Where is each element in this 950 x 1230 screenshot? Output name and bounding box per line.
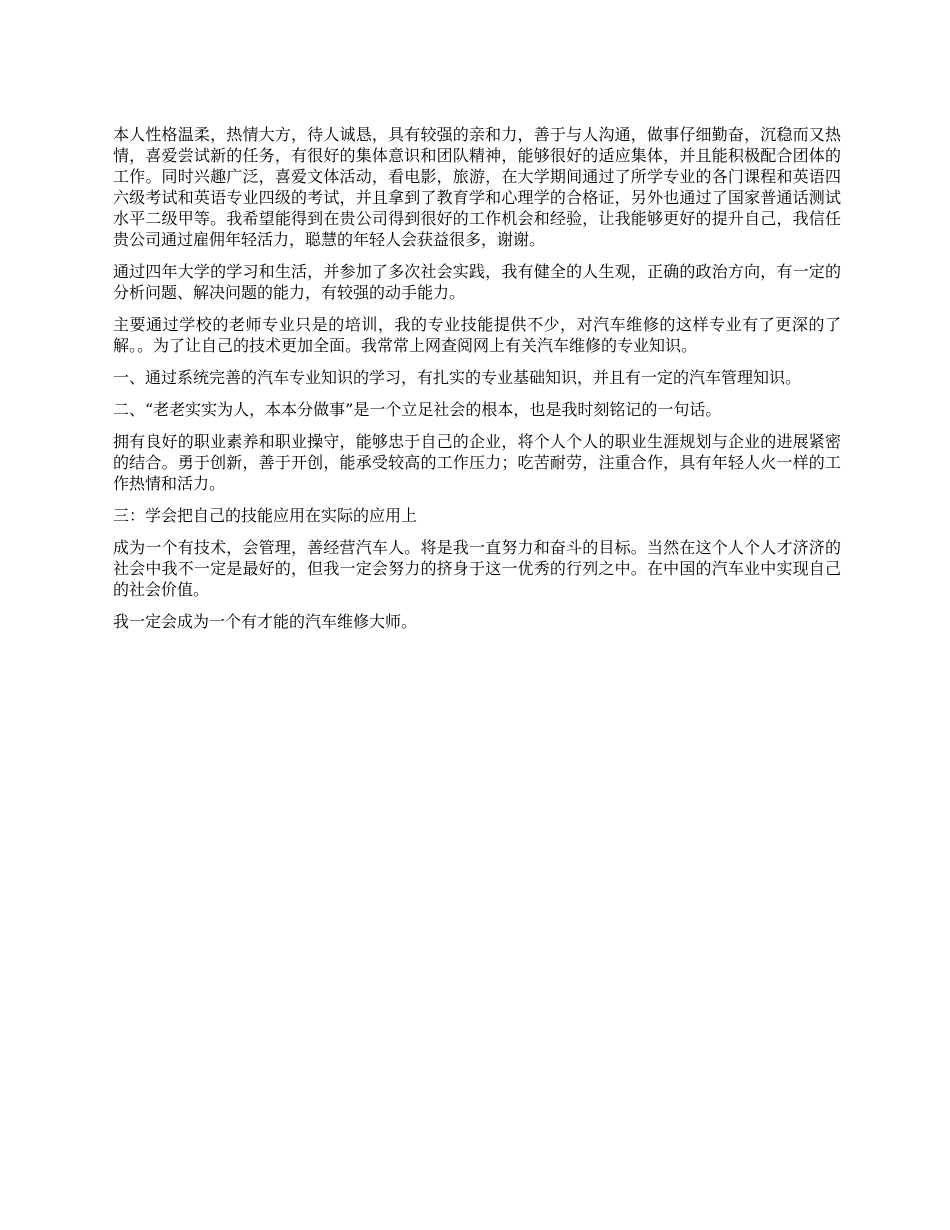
paragraph-closing: 我一定会成为一个有才能的汽车维修大师。: [113, 612, 418, 631]
paragraph-university-experience: 通过四年大学的学习和生活，并参加了多次社会实践，我有健全的人生观，正确的政治方向，有一定的分析问题、解决问题的能力，有较强的动手能力。: [113, 262, 841, 302]
document-body: [113, 124, 841, 643]
paragraph-career-goal: 成为一个有技术，会管理，善经营汽车人。将是我一直努力和奋斗的目标。当然在这个人个人才济济的社会中我不一定是最好的，但我一定会努力的挤身于这一优秀的行列之中。在中国的汽车业中实现自己的社会价值。: [113, 538, 841, 599]
paragraph-self-introduction: 本人性格温柔，热情大方，待人诚恳，具有较强的亲和力，善于与人沟通，做事仔细勤奋，沉稳而又热情，喜爱尝试新的任务，有很好的集体意识和团队精神，能够很好的适应集体，并且能积极配合团体的工作。同时兴趣广泛，喜爱文体活动，看电影，旅游，在大学期间通过了所学专业的各门课程和英语四六级考试和英语专业四级的考试，并且拿到了教育学和心理学的合格证，另外也通过了国家普通话测试水平二级甲等。我希望能得到在贵公司得到很好的工作机会和经验，让我能够更好的提升自己，我信任贵公司通过雇佣年轻活力，聪慧的年轻人会获益很多，谢谢。: [113, 125, 841, 249]
paragraph-point-one: 一、通过系统完善的汽车专业知识的学习，有扎实的专业基础知识，并且有一定的汽车管理知识。: [113, 368, 802, 387]
paragraph-professional-training: 主要通过学校的老师专业只是的培训，我的专业技能提供不少，对汽车维修的这样专业有了更深的了解。。为了让自己的技术更加全面。我常常上网查阅网上有关汽车维修的专业知识。: [113, 315, 841, 355]
paragraph-point-three: 三：学会把自己的技能应用在实际的应用上: [113, 506, 418, 525]
paragraph-professional-ethics: 拥有良好的职业素养和职业操守，能够忠于自己的企业，将个人个人的职业生涯规划与企业的进展紧密的结合。勇于创新，善于开创，能承受较高的工作压力；吃苦耐劳，注重合作，具有年轻人火一样的工作热情和活力。: [113, 432, 841, 493]
paragraph-point-two: 二、“老老实实为人，本本分做事”是一个立足社会的根本，也是我时刻铭记的一句话。: [113, 400, 722, 419]
